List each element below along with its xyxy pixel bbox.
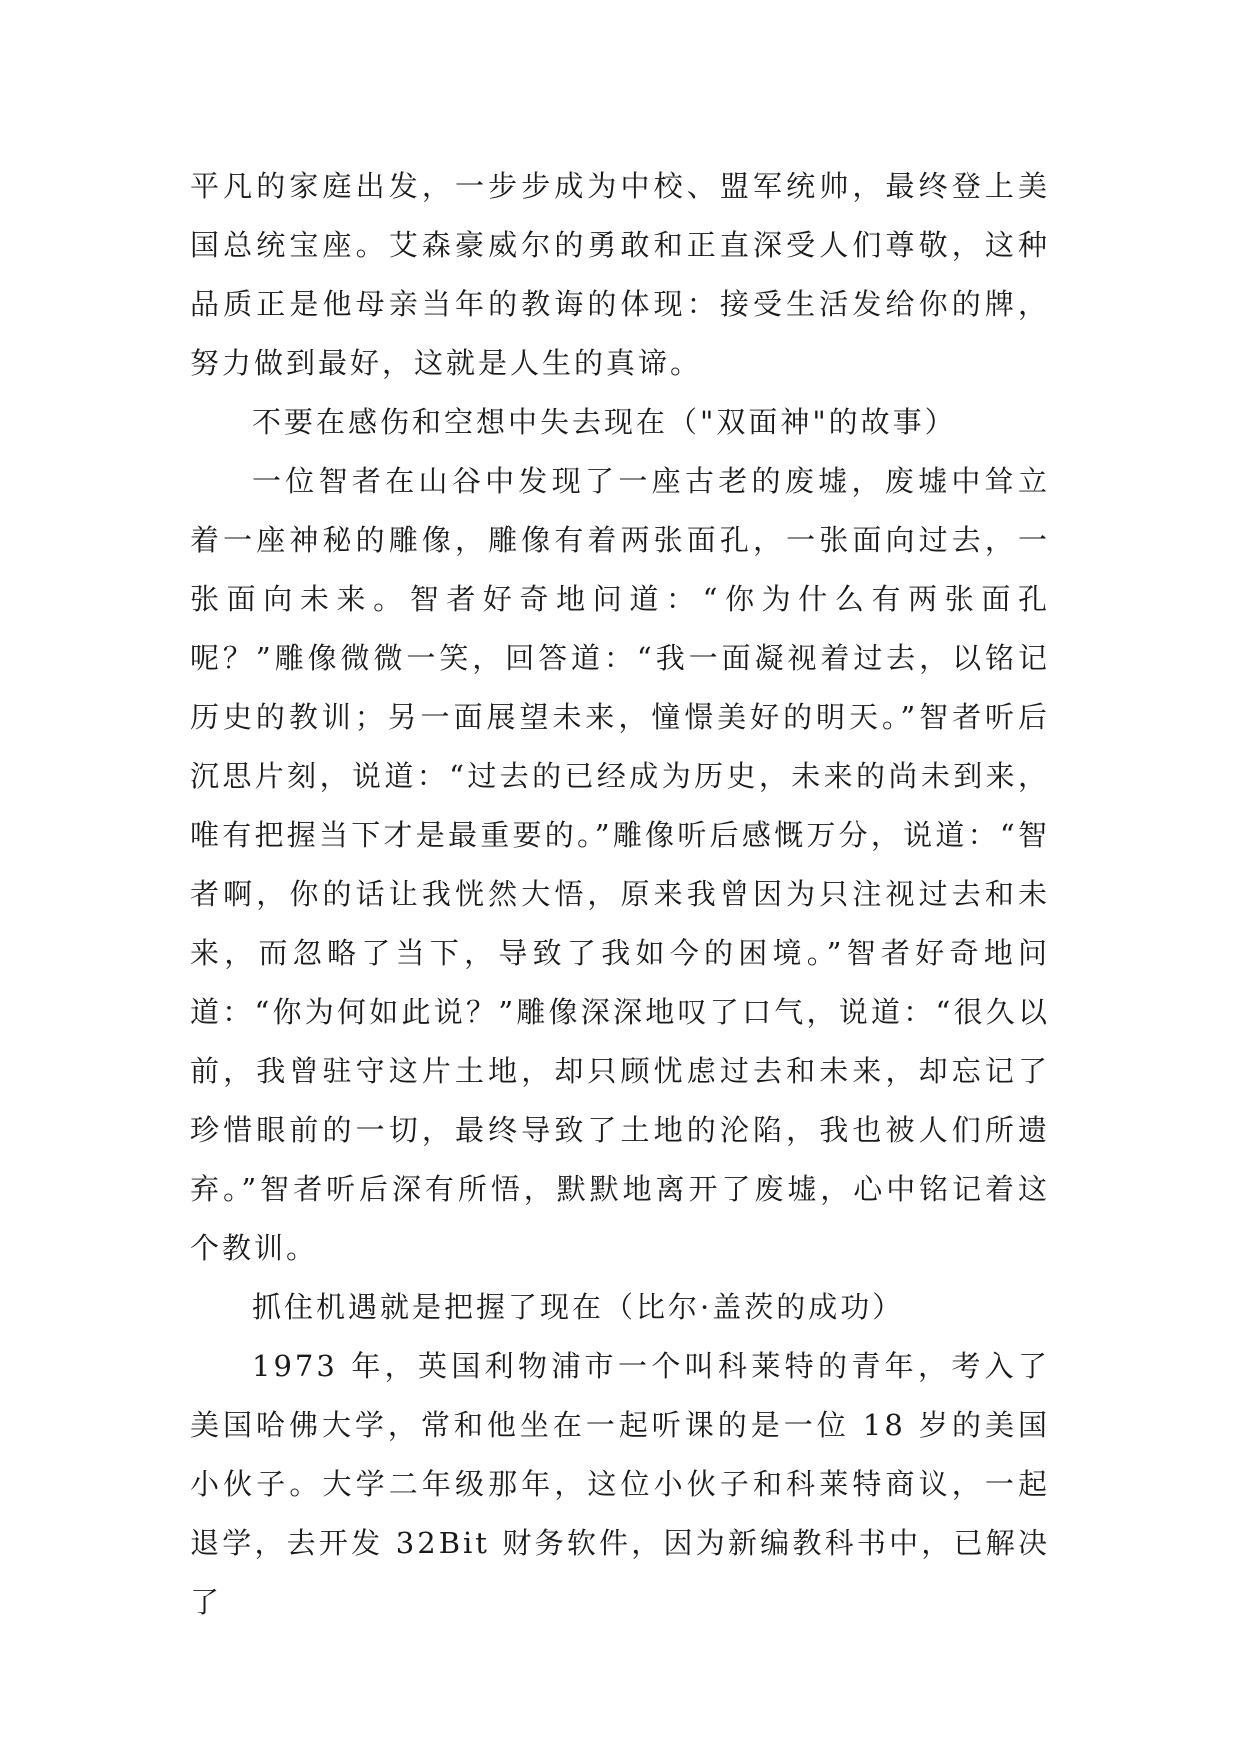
section-heading-two-faced-god: 不要在感伤和空想中失去现在（"双面神"的故事）: [252, 405, 957, 439]
paragraph-two-faced-god-story: 一位智者在山谷中发现了一座古老的废墟，废墟中耸立着一座神秘的雕像，雕像有着两张面孔，一张面向过去，一张面向未来。智者好奇地问道：“你为什么有两张面孔呢？”雕像微微一笑，回答道：“我一面凝视着过去，以铭记历史的教训；另一面展望未来，憧憬美好的明天。”智者听后沉思片刻，说道：“过去的已经成为历史，未来的尚未到来，唯有把握当下才是最重要的。”雕像听后感慨万分，说道：“智者啊，你的话让我恍然大悟，原来我曾因为只注视过去和未来，而忽略了当下，导致了我如今的困境。”智者好奇地问道：“你为何如此说？”雕像深深地叹了口气，说道：“很久以前，我曾驻守这片土地，却只顾忧虑过去和未来，却忘记了珍惜眼前的一切，最终导致了土地的沦陷，我也被人们所遗弃。”智者听后深有所悟，默默地离开了废墟，心中铭记着这个教训。: [190, 464, 1050, 1265]
paragraph-eisenhower-ending: 平凡的家庭出发，一步步成为中校、盟军统帅，最终登上美国总统宝座。艾森豪威尔的勇敢和正直深受人们尊敬，这种品质正是他母亲当年的教诲的体现：接受生活发给你的牌，努力做到最好，这就是人生的真谛。: [190, 169, 1050, 380]
section-heading-bill-gates: 抓住机遇就是把握了现在（比尔·盖茨的成功）: [252, 1290, 905, 1324]
document-body: [190, 157, 1050, 1632]
paragraph-bill-gates-story: 1973 年，英国利物浦市一个叫科莱特的青年，考入了美国哈佛大学，常和他坐在一起听课的是一位 18 岁的美国小伙子。大学二年级那年，这位小伙子和科莱特商议，一起退学，去开发 32Bit 财务软件，因为新编教科书中，已解决了: [190, 1349, 1050, 1619]
